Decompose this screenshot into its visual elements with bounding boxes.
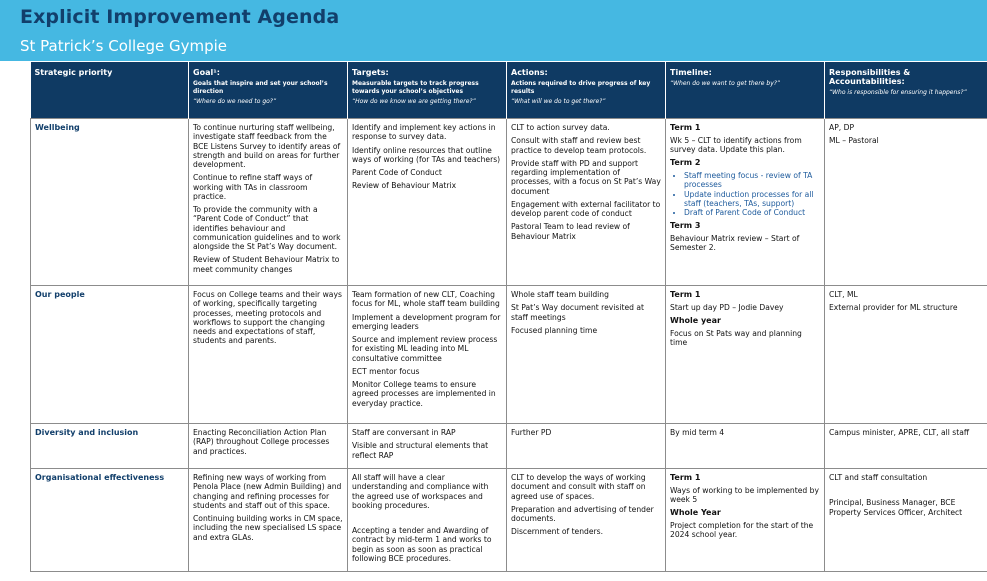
actions-cell: CLT to develop the ways of working document and consult with staff on agreed use of spaces. Preparation and advertising of tender documents. Discernment of tenders. <box>507 469 666 572</box>
priority-cell: Wellbeing <box>31 119 189 286</box>
table-row <box>31 424 987 469</box>
priority-cell: Organisational effectiveness <box>31 469 189 572</box>
timeline-cell: Term 1 Wk 5 – CLT to identify actions from survey data. Update this plan. Term 2 • Staff meeting focus - review of TA processes • Update induction processes for all staff (teachers, TAs, support) • Draft of Parent Code of Conduct Term 3 Behaviour Matrix review – Start of Semester 2. <box>666 119 825 286</box>
goals-cell: Refining new ways of working from Penola Place (new Admin Building) and changing and refining processes for students and staff out of this space. Continuing building works in CM space, including the new specialised LS space and extra GLAs. <box>189 469 348 572</box>
col-header-goals: Goal¹: Goals that inspire and set your school’s direction “Where do we need to go?” <box>189 62 348 119</box>
responsibilities-cell: Campus minister, APRE, CLT, all staff <box>825 424 987 469</box>
improvement-agenda-table <box>30 62 987 572</box>
goals-cell: Enacting Reconciliation Action Plan (RAP) throughout College processes and practices. <box>189 424 348 469</box>
priority-cell: Diversity and inclusion <box>31 424 189 469</box>
responsibilities-cell: CLT and staff consultation Principal, Business Manager, BCE Property Services Officer, Architect <box>825 469 987 572</box>
responsibilities-cell: CLT, ML External provider for ML structure <box>825 286 987 424</box>
goals-cell: Focus on College teams and their ways of working, specifically targeting processes, meeting protocols and workflows to support the changing needs and expectations of staff, students and parents. <box>189 286 348 424</box>
col-header-actions: Actions: Actions required to drive progress of key results “What will we do to get there?” <box>507 62 666 119</box>
actions-cell: CLT to action survey data. Consult with staff and review best practice to develop team protocols. Provide staff with PD and support regarding implementation of processes, with a focus on St Pat’s Way document Engagement with external facilitator to develop parent code of conduct Pastoral Team to lead review of Behaviour Matrix <box>507 119 666 286</box>
table-header-row <box>31 62 987 119</box>
col-header-targets: Targets: Measurable targets to track progress towards your school’s objectives “How do we know we are getting there?” <box>348 62 507 119</box>
col-header-timeline: Timeline: “When do we want to get there by?” <box>666 62 825 119</box>
timeline-cell: Term 1 Ways of working to be implemented by week 5 Whole Year Project completion for the start of the 2024 school year. <box>666 469 825 572</box>
targets-cell: Team formation of new CLT, Coaching focus for ML, whole staff team building Implement a development program for emerging leaders Source and implement review process for existing ML leading into ML consultative committee ECT mentor focus Monitor College teams to ensure agreed processes are implemented in everyday practice. <box>348 286 507 424</box>
actions-cell: Whole staff team building St Pat’s Way document revisited at staff meetings Focused planning time <box>507 286 666 424</box>
table-row <box>31 469 987 572</box>
responsibilities-cell: AP, DP ML – Pastoral <box>825 119 987 286</box>
page-title: Explicit Improvement Agenda <box>20 6 340 28</box>
timeline-cell: By mid term 4 <box>666 424 825 469</box>
targets-cell: All staff will have a clear understanding and compliance with the agreed use of workspaces and booking procedures. Accepting a tender and Awarding of contract by mid-term 1 and works to begin as soon as soon as practical following BCE procedures. <box>348 469 507 572</box>
priority-cell: Our people <box>31 286 189 424</box>
header-banner <box>0 0 987 61</box>
goals-cell: To continue nurturing staff wellbeing, investigate staff feedback from the BCE Listens Survey to identify areas of strength and build on areas for further development. Continue to refine staff ways of working with TAs in classroom practice. To provide the community with a “Parent Code of Conduct” that identifies behaviour and communication guidelines and to work alongside the St Pat’s Way document. Review of Student Behaviour Matrix to meet community changes <box>189 119 348 286</box>
timeline-cell: Term 1 Start up day PD – Jodie Davey Whole year Focus on St Pats way and planning time <box>666 286 825 424</box>
actions-cell: Further PD <box>507 424 666 469</box>
col-header-priority: Strategic priority <box>31 62 189 119</box>
table-row <box>31 119 987 286</box>
targets-cell: Identify and implement key actions in response to survey data. Identify online resources that outline ways of working (for TAs and teachers) Parent Code of Conduct Review of Behaviour Matrix <box>348 119 507 286</box>
col-header-responsibilities: Responsibilities & Accountabilities: “Who is responsible for ensuring it happens?” <box>825 62 987 119</box>
page-subtitle: St Patrick’s College Gympie <box>20 37 227 55</box>
timeline-bullet-list: • Staff meeting focus - review of TA processes • Update induction processes for all staff (teachers, TAs, support) • Draft of Parent Code of Conduct <box>670 171 820 217</box>
table-row <box>31 286 987 424</box>
targets-cell: Staff are conversant in RAP Visible and structural elements that reflect RAP <box>348 424 507 469</box>
